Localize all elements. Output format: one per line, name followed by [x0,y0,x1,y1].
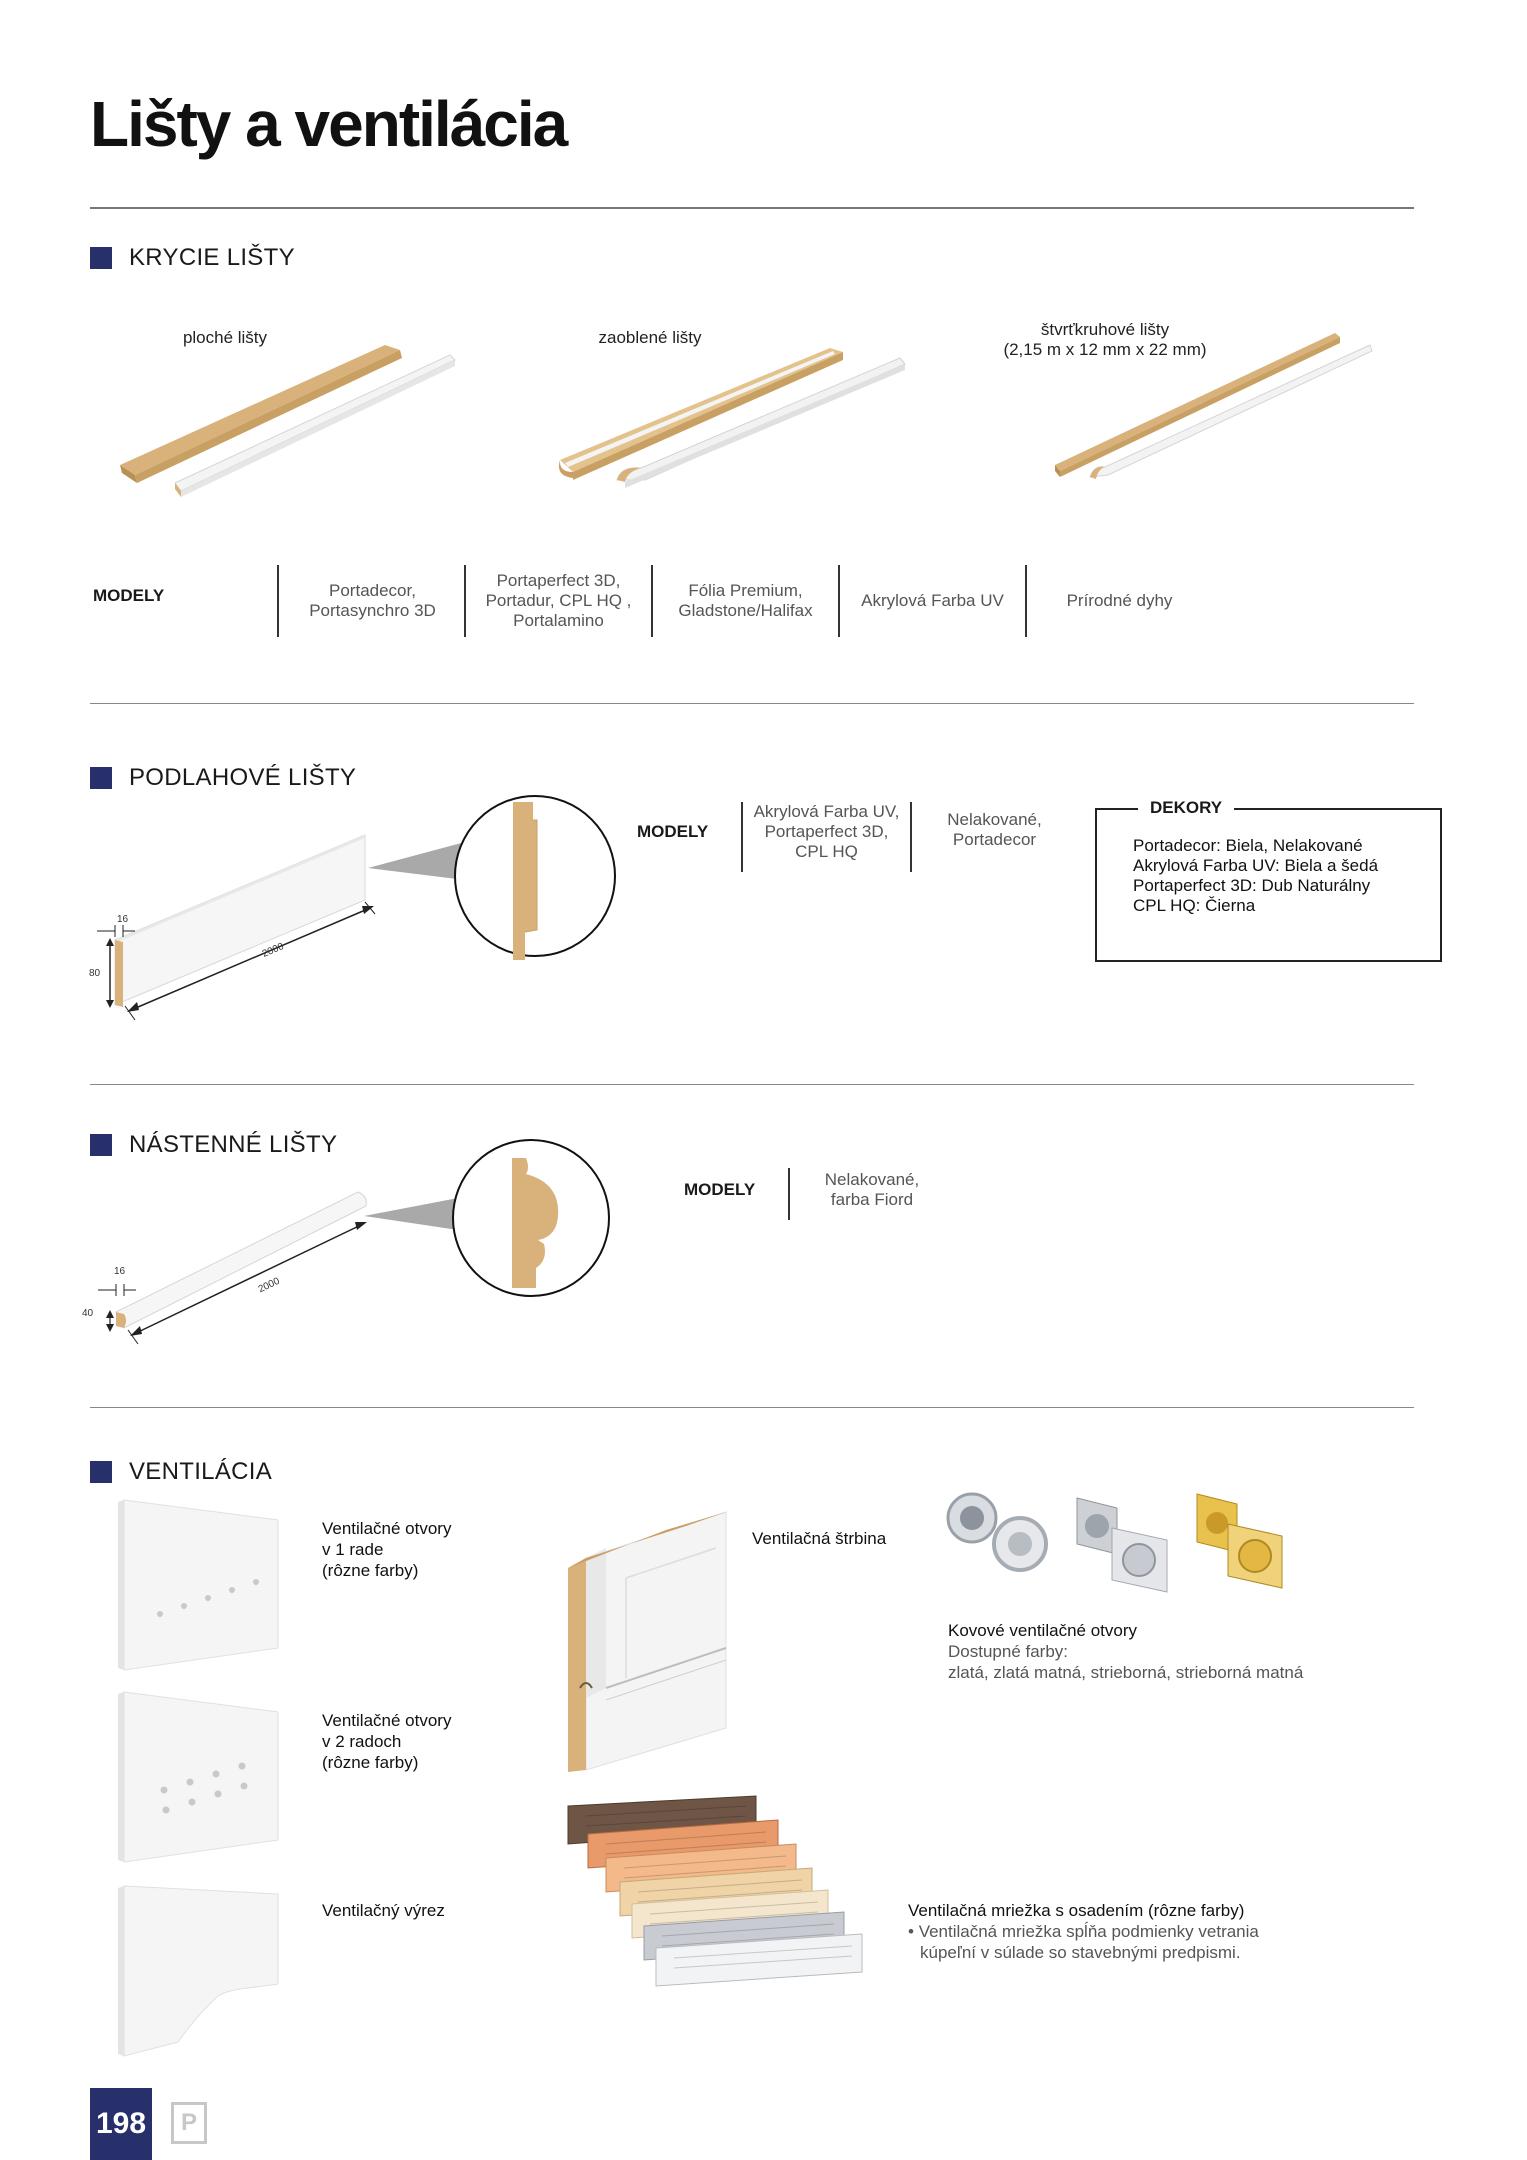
cell-line: Portadecor, [329,581,416,600]
cell-line: Portalamino [513,611,604,630]
model-cell [744,800,909,864]
vent-line: (rôzne farby) [322,1561,419,1580]
door-holes-one-row-image [118,1498,283,1673]
caption-line: štvrťkruhové lišty [1040,320,1170,339]
models-label: MODELY [637,822,709,841]
divider [90,703,1414,704]
metal-vents-colors: zlatá, zlatá matná, strieborná, strieborná matná [948,1663,1304,1682]
vent-grilles-image [566,1796,876,2001]
dim-thickness: 16 [117,914,129,925]
divider [90,1084,1414,1085]
vent-line: v 2 radoch [322,1732,402,1751]
cell-line: Gladstone/Halifax [678,601,813,620]
dekory-line: Akrylová Farba UV: Biela a šedá [1133,856,1379,875]
dekory-line: Portaperfect 3D: Dub Naturálny [1133,876,1371,895]
table-separator [277,565,279,637]
dim-length: 2000 [260,941,286,960]
dim-thickness: 16 [114,1266,126,1277]
vent-line: Ventilačné otvory [322,1711,452,1730]
cell-line: Akrylová Farba UV, [753,802,900,821]
vent-line: Ventilačné otvory [322,1519,452,1538]
cell-line: Portaperfect 3D, [496,571,621,590]
vent-grille-bullet [908,1921,1259,1942]
section-header-krycie [90,244,295,272]
cell-line: Portadecor [952,830,1037,849]
cell-line: CPL HQ [795,842,858,861]
section-header-ventilacia [90,1458,272,1486]
vent-grille-bullet-cont: kúpeľní v súlade so stavebnými predpismi. [920,1943,1241,1962]
page-number: 198 [90,2088,152,2160]
section-label: NÁSTENNÉ LIŠTY [129,1131,338,1158]
dekory-line: Portadecor: Biela, Nelakované [1133,836,1363,855]
section-square-icon [90,1461,112,1483]
dekory-title: DEKORY [1138,798,1234,818]
vent-item-text [322,1710,451,1773]
model-cell [466,565,651,637]
dekory-line: CPL HQ: Čierna [1133,896,1256,915]
dim-length: 2000 [256,1275,282,1296]
cell-line: Portadur, CPL HQ , [485,591,632,610]
caption-ploche: ploché lišty [182,328,268,347]
vent-slot-door-image [566,1508,736,1773]
cell-line: Portasynchro 3D [309,601,436,620]
vent-grille-title: Ventilačná mriežka s osadením (rôzne farby) [908,1901,1245,1920]
metal-vents-image [942,1488,1302,1588]
cell-line: Akrylová Farba UV [861,591,1004,610]
bullet-icon: • [908,1922,919,1941]
section-label: VENTILÁCIA [129,1458,273,1485]
divider [90,207,1414,209]
dim-height: 80 [89,968,101,979]
dim-height: 40 [82,1308,94,1319]
cell-line: Prírodné dyhy [1066,591,1173,610]
cell-line: Nelakované, [824,1170,920,1189]
door-holes-two-rows-image [118,1690,283,1865]
section-square-icon [90,247,112,269]
caption-zaoblene: zaoblené lišty [598,328,702,347]
divider [90,1407,1414,1408]
quarter-round-strips-image [1050,325,1380,495]
skirting-board-drawing [85,780,625,1030]
cell-line: Fólia Premium, [688,581,803,600]
model-cell [653,565,838,637]
table-separator [788,1168,790,1220]
cell-line: Portaperfect 3D, [764,822,889,841]
model-cell [280,565,465,637]
rounded-strips-image [555,330,915,505]
vent-line: v 1 rade [322,1540,384,1559]
caption-line: (2,15 m x 12 mm x 22 mm) [1003,340,1207,359]
section-label: PODLAHOVÉ LIŠTY [129,764,357,791]
model-cell [792,1168,952,1212]
model-cell [840,565,1025,637]
wall-molding-drawing [78,1140,618,1360]
cell-line: farba Fiord [830,1190,914,1209]
page-title: Lišty a ventilácia [90,88,567,160]
vent-line: Ventilačný výrez [322,1901,445,1920]
cell-line: Nelakované, [947,810,1042,829]
vent-slot-label: Ventilačná štrbina [752,1529,887,1548]
vent-item-text [322,1518,451,1581]
vent-item-text [322,1900,445,1921]
metal-vents-colors-label: Dostupné farby: [948,1642,1069,1661]
models-label: MODELY [93,586,165,605]
model-cell [1027,565,1212,637]
brand-logo-icon: P [171,2102,207,2144]
metal-vents-title: Kovové ventilačné otvory [948,1621,1137,1640]
model-cell [912,808,1077,852]
models-label: MODELY [684,1180,756,1199]
table-separator [741,802,743,872]
flat-strips-image [115,335,465,505]
vent-line: (rôzne farby) [322,1753,419,1772]
section-label: KRYCIE LIŠTY [129,244,295,271]
door-cutout-image [118,1884,283,2059]
bullet-text: Ventilačná mriežka spĺňa podmienky vetrania [918,1922,1259,1941]
